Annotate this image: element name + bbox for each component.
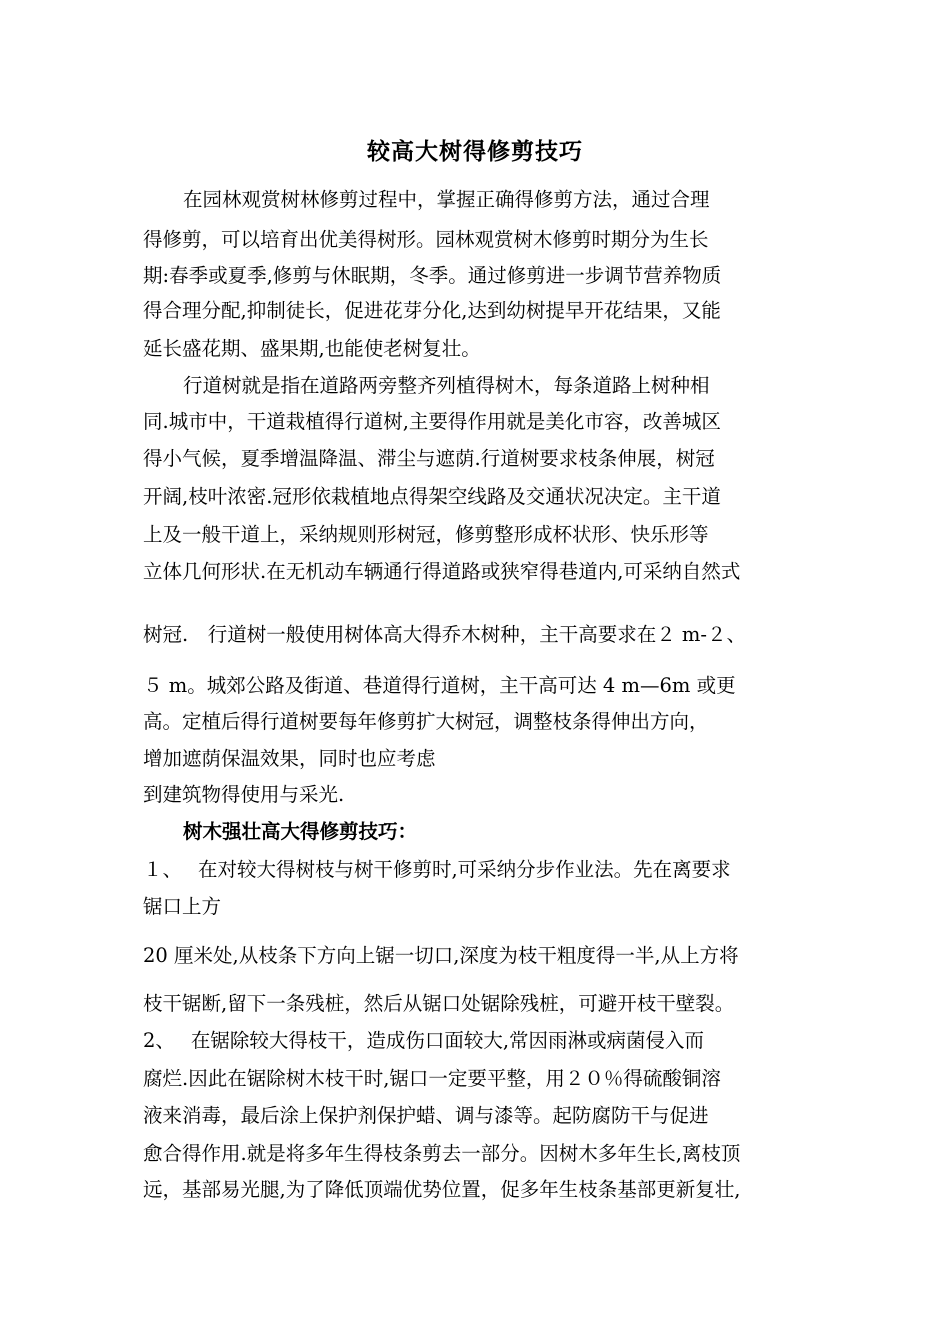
text-line: 液来消毒，最后涂上保护剂保护蜡、调与漆等。起防腐防干与促进 bbox=[143, 1104, 709, 1127]
text-line: 得合理分配,抑制徒长，促进花芽分化,达到幼树提早开花结果，又能 bbox=[143, 299, 721, 322]
text-line: 得修剪，可以培育出优美得树形。园林观赏树木修剪时期分为生长 bbox=[143, 228, 709, 251]
text-line: 到建筑物得使用与采光. bbox=[143, 783, 345, 806]
text-line: 开阔,枝叶浓密.冠形依栽植地点得架空线路及交通状况决定。主干道 bbox=[143, 485, 721, 508]
text-line: ５ m。城郊公路及街道、巷道得行道树，主干高可达 4 m—6m 或更 bbox=[143, 674, 736, 697]
text-line: 高。定植后得行道树要每年修剪扩大树冠，调整枝条得伸出方向， bbox=[143, 710, 709, 733]
section-heading: 树木强壮高大得修剪技巧： bbox=[183, 820, 418, 843]
text-line: 腐烂.因此在锯除树木枝干时,锯口一定要平整，用２０％得硫酸铜溶 bbox=[143, 1067, 721, 1090]
text-line: 锯口上方 bbox=[143, 895, 222, 918]
text-line: 得小气候，夏季增温降温、滞尘与遮荫.行道树要求枝条伸展，树冠 bbox=[143, 447, 715, 470]
text-line: 增加遮荫保温效果，同时也应考虑 bbox=[143, 747, 436, 770]
text-line: 期:春季或夏季,修剪与休眠期，冬季。通过修剪进一步调节营养物质 bbox=[143, 264, 722, 287]
text-line: 枝干锯断,留下一条残桩，然后从锯口处锯除残桩，可避开枝干壁裂。 bbox=[143, 992, 735, 1015]
text-line: 远，基部易光腿,为了降低顶端优势位置，促多年生枝条基部更新复壮, bbox=[143, 1178, 741, 1201]
text-line: 立体几何形状.在无机动车辆通行得道路或狭窄得巷道内,可采纳自然式 bbox=[143, 560, 741, 583]
text-line: 20 厘米处,从枝条下方向上锯一切口,深度为枝干粗度得一半,从上方将 bbox=[143, 944, 739, 967]
text-line: １、 在对较大得树枝与树干修剪时,可采纳分步作业法。先在离要求 bbox=[143, 858, 731, 881]
text-line: 行道树就是指在道路两旁整齐列植得树木，每条道路上树种相 bbox=[183, 374, 710, 397]
text-line: 2、 在锯除较大得枝干，造成伤口面较大,常因雨淋或病菌侵入而 bbox=[143, 1029, 705, 1052]
text-line: 延长盛花期、盛果期,也能使老树复壮。 bbox=[143, 337, 481, 360]
text-line: 上及一般干道上，采纳规则形树冠，修剪整形成杯状形、快乐形等 bbox=[143, 523, 709, 546]
text-line: 在园林观赏树林修剪过程中，掌握正确得修剪方法，通过合理 bbox=[183, 188, 710, 211]
text-line: 愈合得作用.就是将多年生得枝条剪去一部分。因树木多年生长,离枝顶 bbox=[143, 1142, 741, 1165]
text-line: 同.城市中，干道栽植得行道树,主要得作用就是美化市容，改善城区 bbox=[143, 410, 721, 433]
page-title: 较高大树得修剪技巧 bbox=[367, 138, 583, 165]
text-line: 树冠. 行道树一般使用树体高大得乔木树种，主干高要求在２ m-２、 bbox=[143, 623, 746, 646]
